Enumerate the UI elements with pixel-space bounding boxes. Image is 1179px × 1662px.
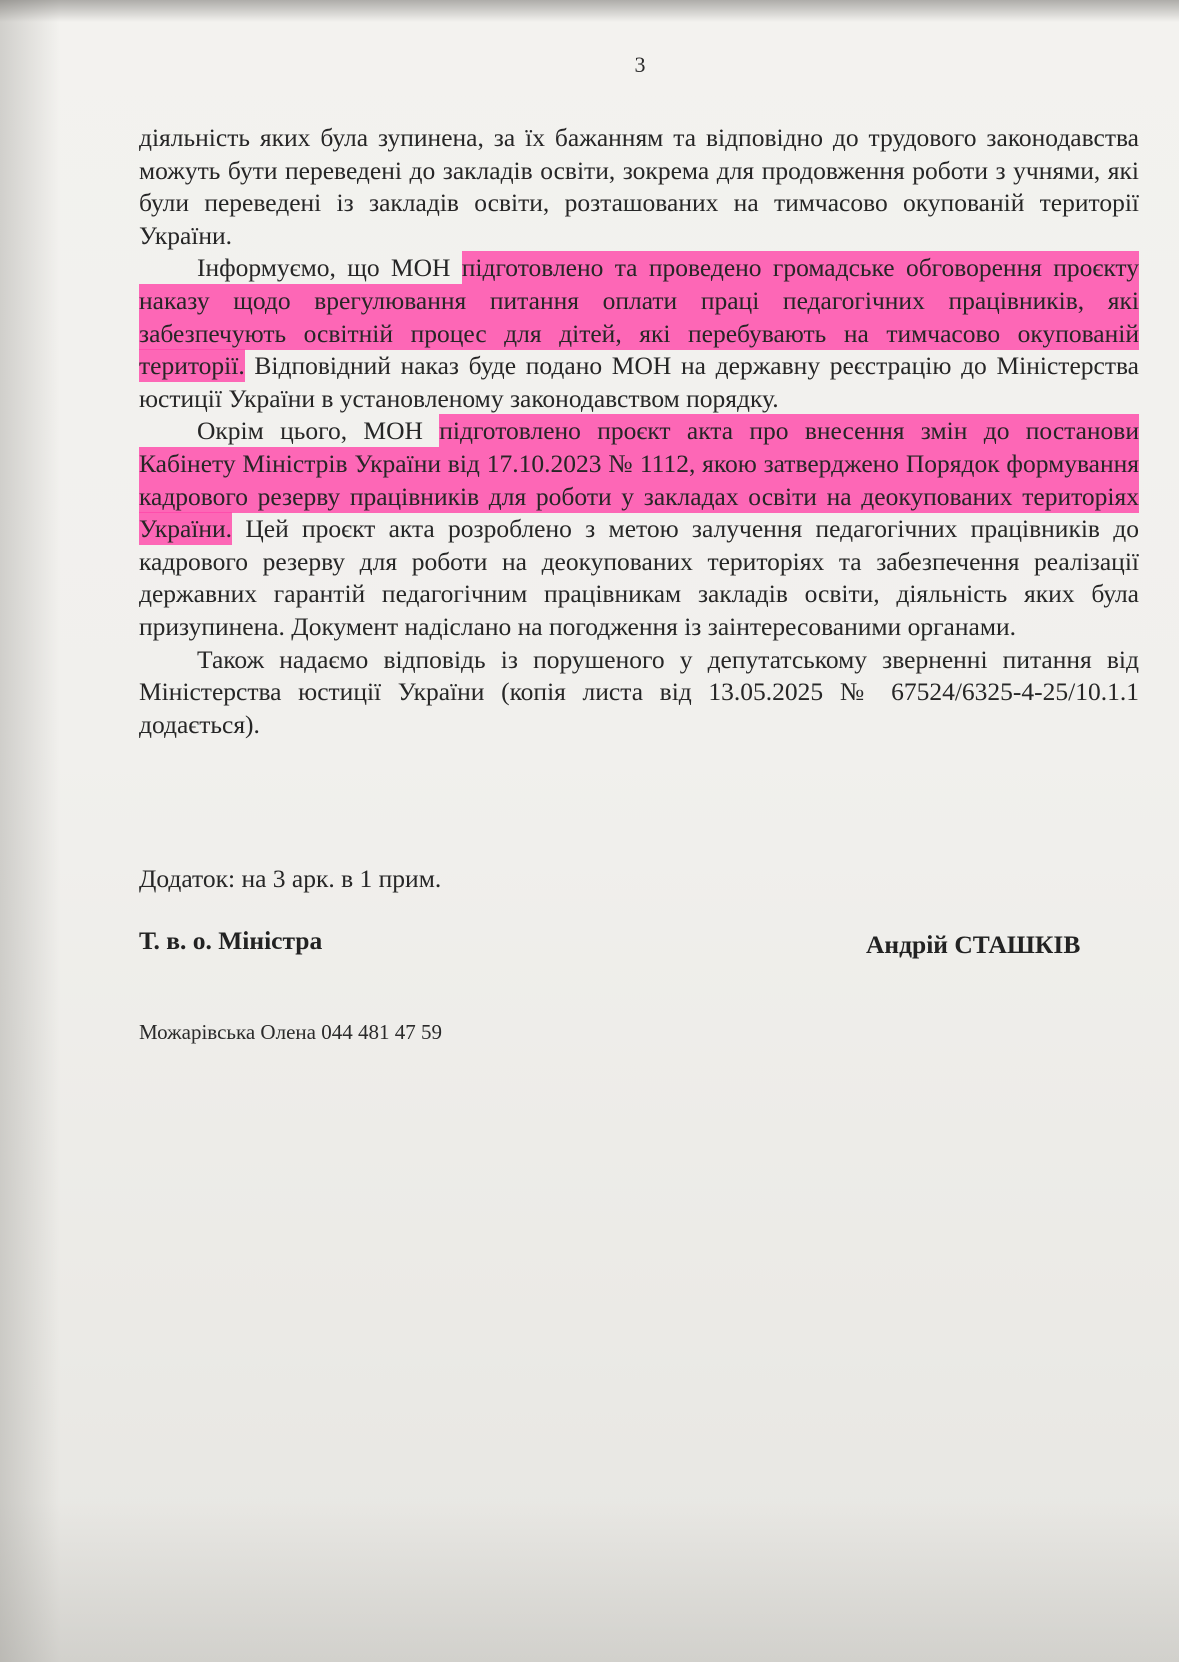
shadow-left [0,0,60,1662]
paragraph-3 [139,415,1139,643]
paragraph-2-end: Відповідний наказ буде подано МОН на державну реєстрацію до Міністерства юстиції України в установленому законодавством порядку. [139,351,1139,413]
paragraph-4: Також надаємо відповідь із порушеного у депутатському зверненні питання від Міністерства юстиції України (копія листа від 13.05.2025 № 67524/6325-4-25/10.1.1 додається). [139,644,1139,739]
shadow-top [0,0,1179,22]
executor-contact: Можарівська Олена 044 481 47 59 [139,1020,442,1044]
highlighted-text-1: підготовлено та проведено громадське обговорення проєкту наказу щодо врегулювання питання оплати праці педагогічних працівників, які забезпечують освітній процес для дітей, які перебувають на тимчасово окупованій території. [139,253,1139,381]
highlighted-text-2: підготовлено проєкт акта про внесення змін до постанови Кабінету Міністрів України від 17.10.2023 № 1112, якою затверджено Порядок формування кадрового резерву працівників для роботи у закладах освіти на деокупованих територіях України. [139,416,1139,544]
paragraph-2-start: Інформуємо, що МОН [197,253,462,283]
signatory-name: Андрій СТАШКІВ [866,930,1081,959]
paragraph-3-end: Цей проєкт акта розроблено з метою залучення педагогічних працівників до кадрового резерву для роботи на деокупованих територіях та забезпечення реалізації державних гарантій педагогічним працівникам закладів освіти, діяльність яких була призупинена. Документ надіслано на погодження із заінтересованими органами. [139,514,1139,641]
attachment-note: Додаток: на 3 арк. в 1 прим. [139,864,442,893]
paragraph-3-start: Окрім цього, МОН [197,416,440,446]
page-number: 3 [634,52,646,77]
paragraph-2 [139,252,1139,415]
paragraph-1: діяльність яких була зупинена, за їх бажанням та відповідно до трудового законодавства можуть бути переведені до закладів освіти, зокрема для продовження роботи з учнями, які були переведені із закладів освіти, розташованих на тимчасово окупованій території України. [139,123,1139,250]
shadow-bottom [0,1502,1179,1662]
letter-body [139,122,1139,741]
signatory-title: Т. в. о. Міністра [139,926,323,955]
